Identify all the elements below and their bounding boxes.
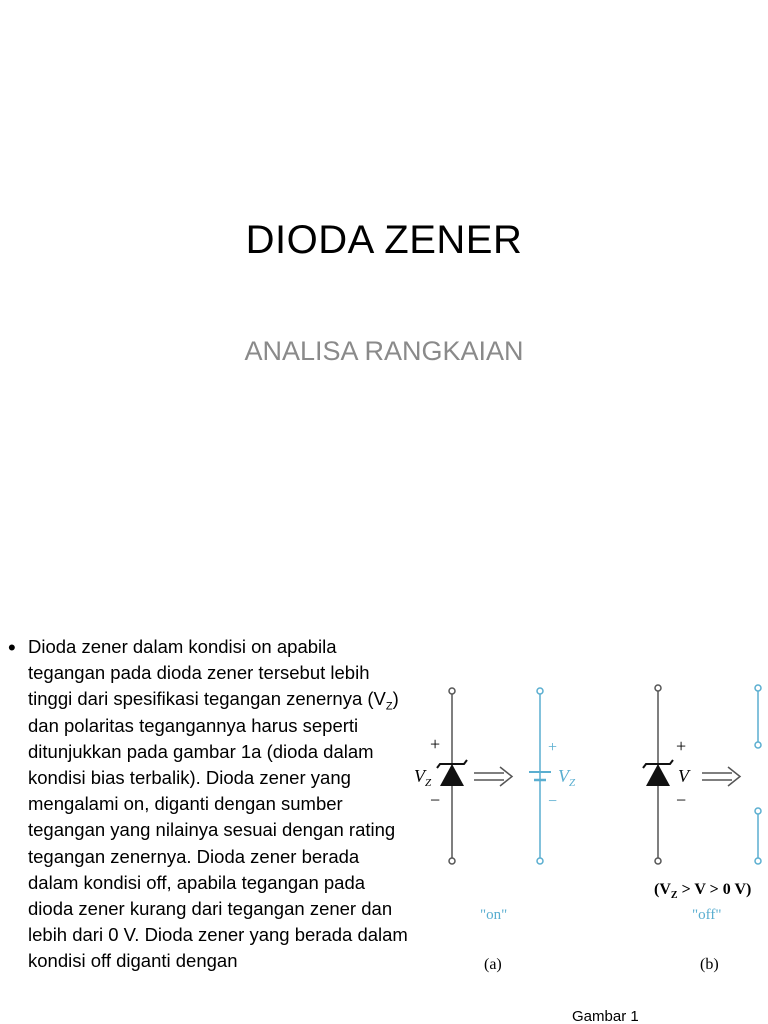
figure-b-diode xyxy=(643,685,691,864)
label-a: (a) xyxy=(484,956,502,973)
minus-sign: − xyxy=(548,793,558,810)
arrow-b-icon xyxy=(702,767,740,786)
terminal-bottom-icon xyxy=(537,858,543,864)
minus-sign: − xyxy=(430,790,441,810)
vz-label: $V_Z$ xyxy=(558,766,576,789)
terminal-top-icon xyxy=(537,688,543,694)
label-b: (b) xyxy=(700,956,719,973)
zener-diode-icon xyxy=(646,764,670,786)
terminal-open-icon xyxy=(755,742,761,748)
slide-subtitle: ANALISA RANGKAIAN xyxy=(244,336,524,366)
condition-label: ($V_Z > V > 0$ V) xyxy=(654,881,752,901)
bullet-paragraph xyxy=(28,634,408,975)
bullet-text-sub: Z xyxy=(385,701,393,714)
terminal-top-icon xyxy=(449,688,455,694)
off-label: "off" xyxy=(692,907,722,923)
bullet-text-part1: Dioda zener dalam kondisi on apabila tegangan pada dioda zener tersebut lebih tinggi dari spesifikasi tegangan zenernya (V xyxy=(28,636,386,710)
figure-b-open-circuit xyxy=(755,685,761,864)
terminal-bottom-icon xyxy=(655,858,661,864)
bullet-dot-icon: • xyxy=(8,635,16,660)
plus-sign: + xyxy=(676,736,687,756)
figure-a-diode xyxy=(414,688,467,864)
figure-a-source xyxy=(529,688,576,864)
plus-sign: + xyxy=(430,734,441,754)
vz-label: $V_Z$ xyxy=(414,766,432,789)
v-label: V xyxy=(678,766,689,786)
plus-sign: + xyxy=(548,739,558,756)
arrow-a-icon xyxy=(474,767,512,786)
bullet-text-part2: ) dan polaritas tegangannya harus seperti ditunjukkan pada gambar 1a (dioda dalam kondisi bias terbalik). Dioda zener yang mengalami on, diganti dengan sumber tegangan yang nilainya sesuai dengan rating tegangan zenernya. Dioda zener berada dalam kondisi off, apabila tegangan pada dioda zener kurang dari tegangan zener dan lebih dari 0 V. Dioda zener yang berada dalam kondisi off diganti dengan xyxy=(28,688,408,972)
on-label: "on" xyxy=(480,907,508,923)
zener-diode-icon xyxy=(440,764,464,786)
terminal-top-icon xyxy=(655,685,661,691)
terminal-bottom-icon xyxy=(755,858,761,864)
content-slide xyxy=(0,576,768,1024)
figure-caption: Gambar 1 xyxy=(572,1008,639,1024)
terminal-bottom-icon xyxy=(449,858,455,864)
minus-sign: − xyxy=(676,790,687,810)
slide-title: DIODA ZENER xyxy=(245,218,523,262)
zener-circuit-figure xyxy=(412,676,768,986)
terminal-top-icon xyxy=(755,685,761,691)
terminal-open-icon xyxy=(755,808,761,814)
